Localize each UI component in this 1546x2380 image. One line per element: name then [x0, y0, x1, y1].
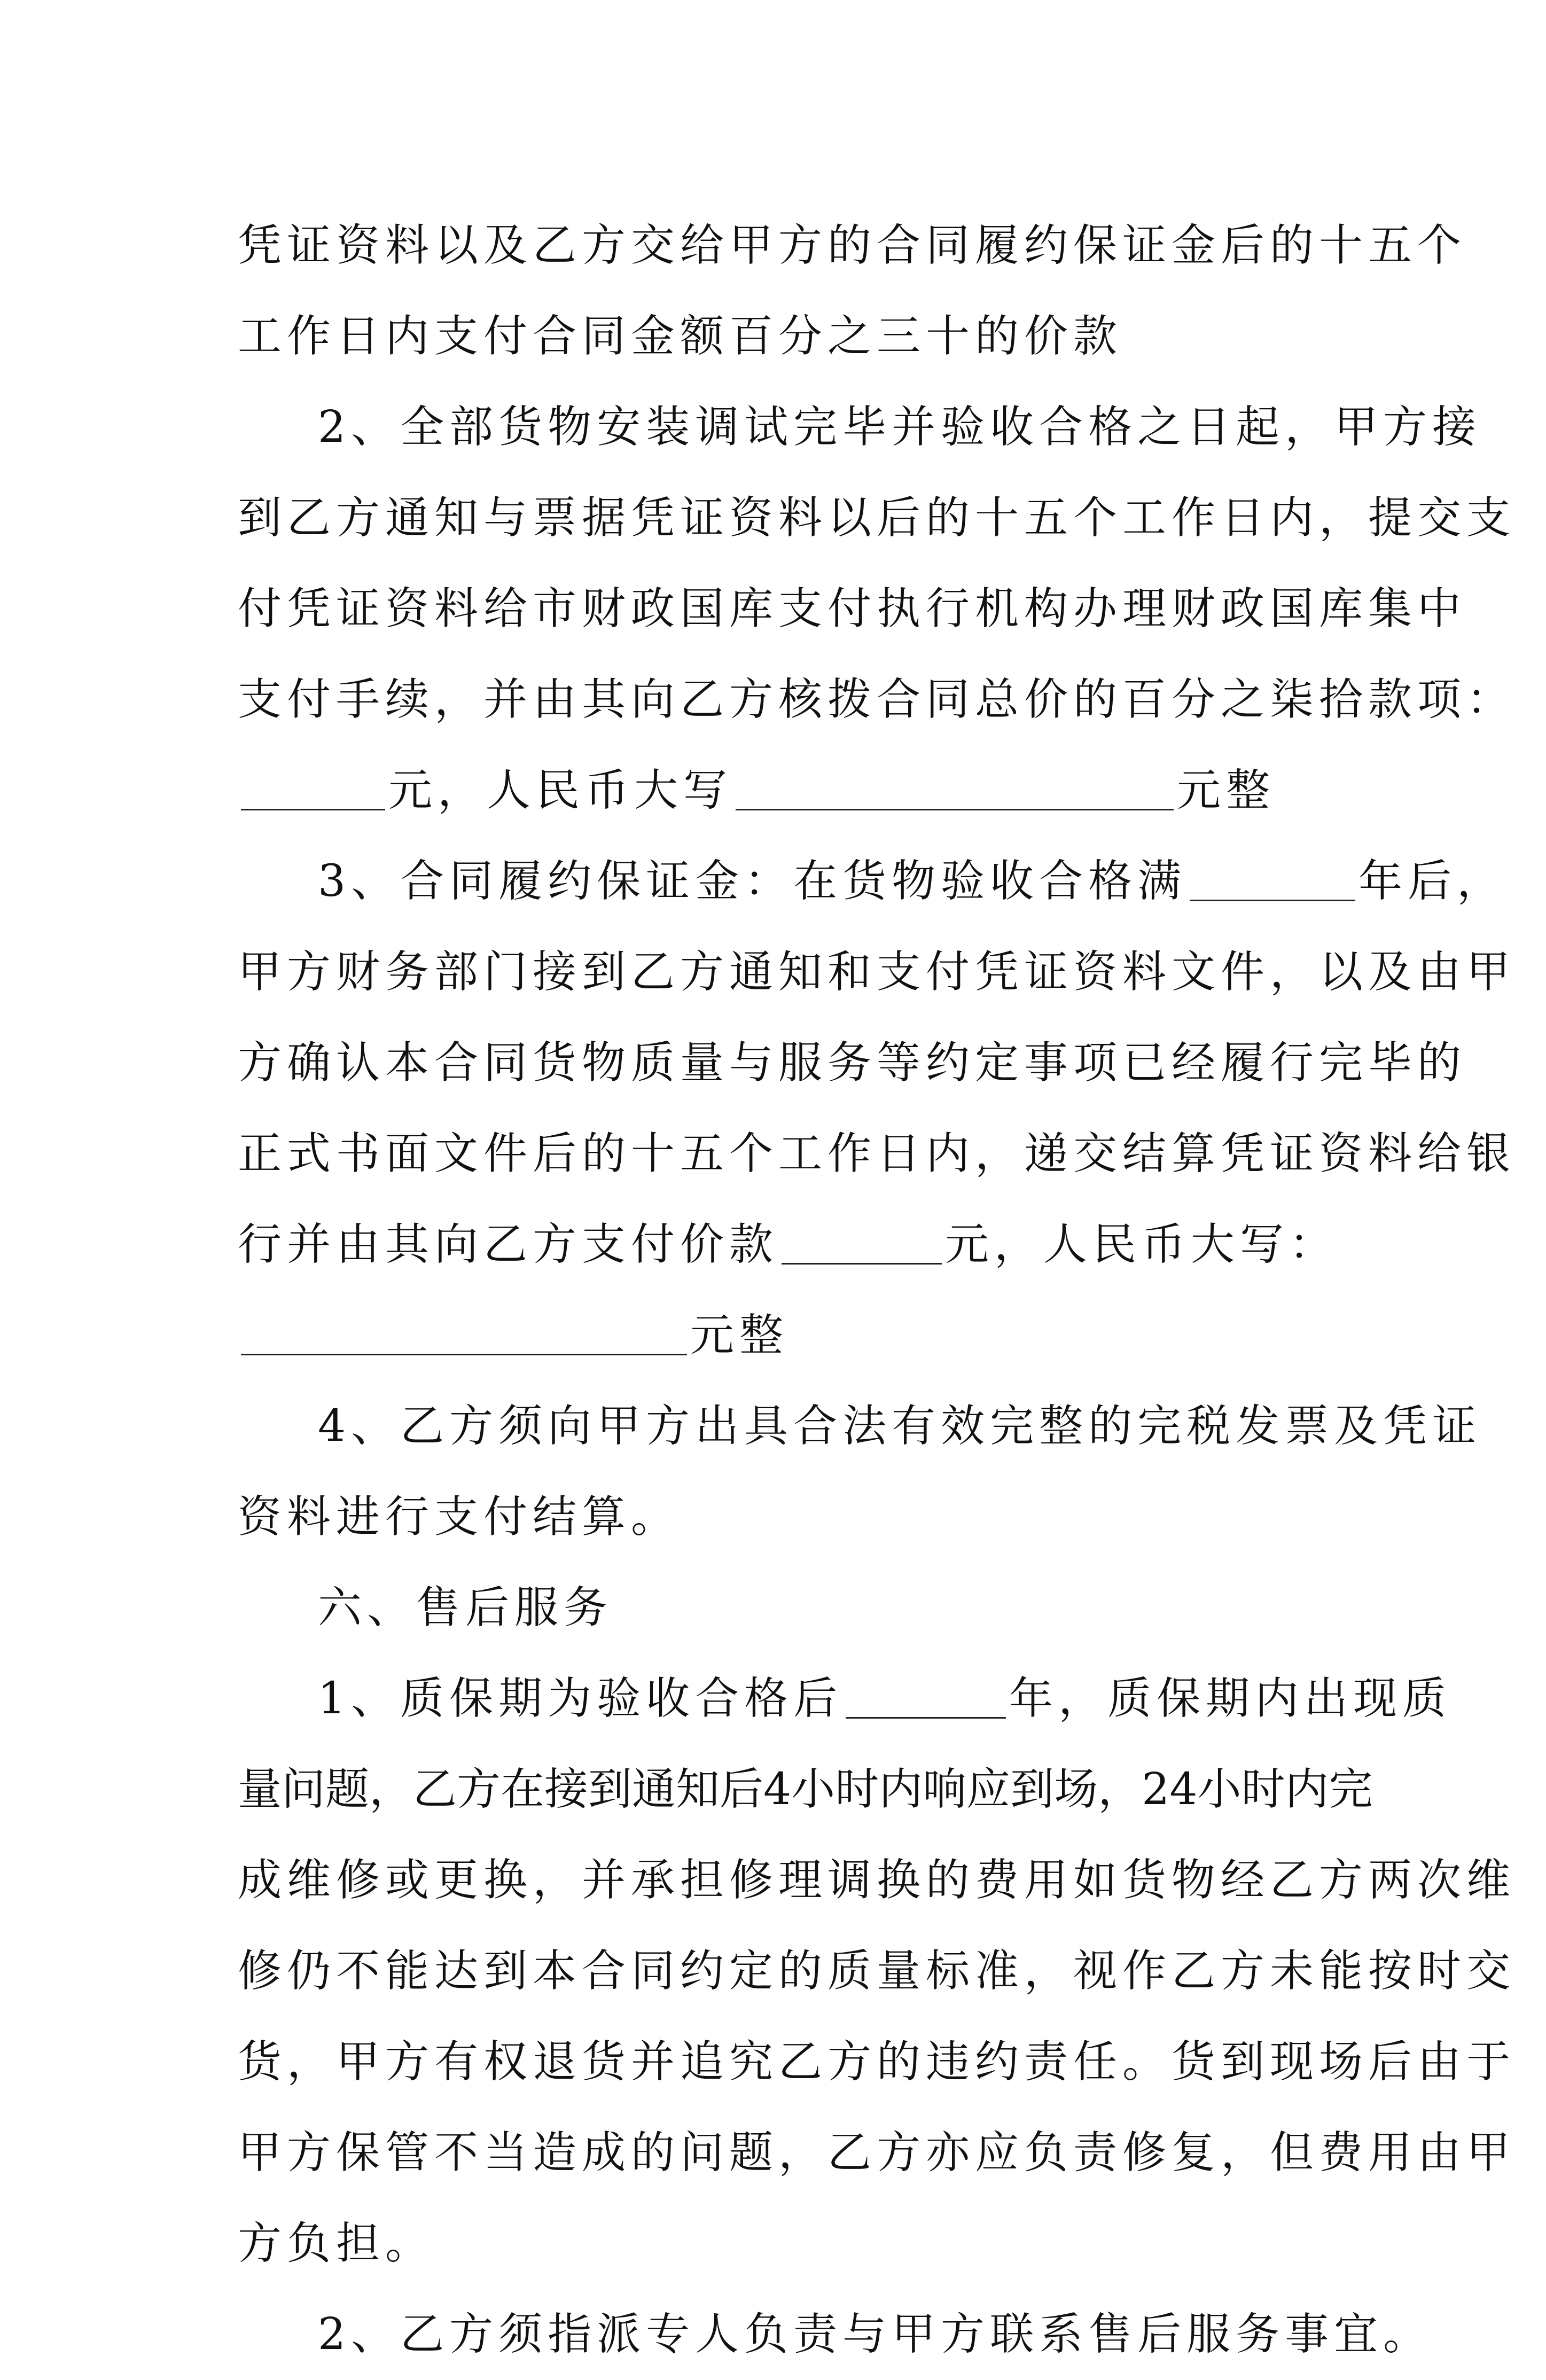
text-line — [238, 1744, 1373, 1835]
text-line — [238, 927, 1516, 1018]
document-content — [238, 200, 1516, 2380]
text-line — [238, 2289, 1433, 2380]
years-blank[interactable] — [1190, 856, 1355, 901]
text-line — [238, 2017, 1516, 2108]
text-line — [238, 473, 1516, 564]
text-line — [238, 1199, 1339, 1290]
line-text: 元整 — [690, 1310, 789, 1361]
line-text: 方确认本合同货物质量与服务等约定事项已经履行完毕的 — [238, 1037, 1467, 1088]
chinese-payment-amount-blank[interactable] — [241, 1310, 687, 1355]
line-text: 量问题，乙方在接到通知后4小时内响应到场，24小时内完 — [238, 1764, 1373, 1815]
text-line — [238, 1653, 1452, 1744]
text-line — [238, 1290, 1322, 1381]
line-text: 到乙方通知与票据凭证资料以后的十五个工作日内，提交支 — [238, 493, 1516, 543]
line-text: 修仍不能达到本合同约定的质量标准，视作乙方未能按时交 — [238, 1946, 1516, 1996]
text-line — [238, 291, 1322, 382]
chinese-amount-blank[interactable] — [736, 765, 1174, 810]
text-line — [238, 564, 1467, 654]
section-heading — [238, 1563, 1322, 1653]
line-text: 货，甲方有权退货并追究乙方的违约责任。货到现场后由于 — [238, 2036, 1516, 2087]
line-text: 2、全部货物安装调试完毕并验收合格之日起，甲方接 — [318, 402, 1482, 452]
line-text: 方负担。 — [238, 2218, 435, 2269]
text-line — [238, 1926, 1516, 2017]
text-line — [238, 1109, 1516, 1199]
line-text: 资料进行支付结算。 — [238, 1492, 681, 1542]
warranty-years-blank[interactable] — [846, 1673, 1006, 1719]
payment-amount-blank[interactable] — [782, 1219, 942, 1265]
line-text: 年后， — [1358, 856, 1506, 907]
line-text: 3、合同履约保证金：在货物验收合格满 — [318, 856, 1187, 907]
line-text: 正式书面文件后的十五个工作日内，递交结算凭证资料给银 — [238, 1128, 1516, 1179]
text-line — [238, 1381, 1482, 1472]
amount-blank[interactable] — [241, 765, 385, 810]
line-text: 甲方财务部门接到乙方通知和支付凭证资料文件，以及由甲 — [238, 947, 1516, 997]
section-heading-text: 六、售后服务 — [318, 1582, 613, 1633]
line-text: 支付手续，并由其向乙方核拨合同总价的百分之柒拾款项： — [238, 674, 1516, 725]
line-text: 元，人民币大写 — [388, 765, 733, 816]
text-line — [238, 745, 1322, 836]
text-line — [238, 1018, 1467, 1109]
text-line — [238, 1835, 1516, 1926]
text-line — [238, 1472, 1322, 1563]
line-text: 成维修或更换，并承担修理调换的费用如货物经乙方两次维 — [238, 1855, 1516, 1906]
line-text: 凭证资料以及乙方交给甲方的合同履约保证金后的十五个 — [238, 220, 1467, 271]
text-line — [238, 836, 1506, 927]
text-line — [238, 2198, 1322, 2289]
text-line — [238, 382, 1482, 473]
line-text: 工作日内支付合同金额百分之三十的价款 — [238, 311, 1123, 362]
text-line — [238, 200, 1467, 291]
line-text: 行并由其向乙方支付价款 — [238, 1219, 779, 1270]
line-text: 元整 — [1177, 765, 1276, 816]
line-text: 付凭证资料给市财政国库支付执行机构办理财政国库集中 — [238, 583, 1467, 634]
line-text: 甲方保管不当造成的问题，乙方亦应负责修复，但费用由甲 — [238, 2127, 1516, 2178]
line-text: 1、质保期为验收合格后 — [318, 1673, 843, 1724]
text-line — [238, 2108, 1516, 2198]
line-text: 2、乙方须指派专人负责与甲方联系售后服务事宜。 — [318, 2309, 1433, 2360]
line-text: 4、乙方须向甲方出具合法有效完整的完税发票及凭证 — [318, 1401, 1482, 1452]
line-text: 年，质保期内出现质 — [1009, 1673, 1452, 1724]
line-text: 元，人民币大写： — [945, 1219, 1339, 1270]
text-line — [238, 654, 1516, 745]
